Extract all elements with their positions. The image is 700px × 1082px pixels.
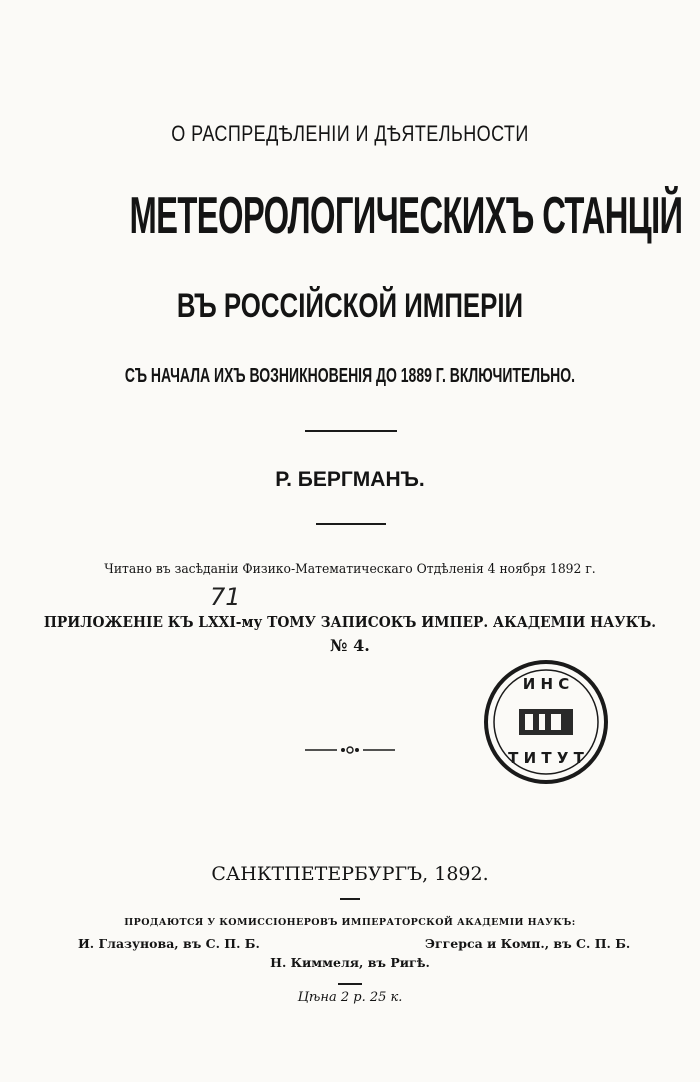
title-line-3: ВЪ РОССІЙСКОЙ ИМПЕРІИ [176,287,524,325]
svg-text:И Н С: И Н С [522,675,570,693]
sold-by: ПРОДАЮТСЯ У КОМИССІОНЕРОВЪ ИМПЕРАТОРСКОЙ АКАДЕМІИ НАУКЪ: [124,917,576,928]
handwritten-number: 71 [210,583,241,611]
title-line-1: О РАСПРЕДѢЛЕНІИ И ДѢЯТЕЛЬНОСТИ [171,121,529,146]
title-line-4: СЪ НАЧАЛА ИХЪ ВОЗНИКНОВЕНІЯ ДО 1889 Г. ВКЛЮЧИТЕЛЬНО. [124,365,576,387]
author-name: Р. БЕРГМАНЪ. [275,468,425,491]
divider-rule-1 [305,430,397,432]
read-note: Читано въ засѣданіи Физико-Математическаго Отдѣленія 4 ноября 1892 г. [104,562,596,577]
svg-text:Т И Т У Т: Т И Т У Т [508,749,584,767]
divider-rule-2 [316,523,386,525]
seller-left: И. Глазунова, въ С. П. Б. [78,936,260,951]
divider-rule-4 [338,983,362,985]
title-line-2: МЕТЕОРОЛОГИЧЕСКИХЪ СТАНЦІЙ [129,187,683,245]
price: Цѣна 2 р. 25 к. [297,990,403,1005]
place-year: САНКТПЕТЕРБУРГЪ, 1892. [211,863,489,885]
seller-center: Н. Киммеля, въ Ригѣ. [270,955,430,970]
seller-right: Эггерса и Комп., въ С. П. Б. [425,936,631,951]
supplement-number: № 4. [330,636,370,655]
ornament-divider [305,744,395,756]
divider-rule-3 [340,898,360,900]
supplement-line: ПРИЛОЖЕНІЕ КЪ LXXI-му ТОМУ ЗАПИСОКЪ ИМПЕР. АКАДЕМІИ НАУКЪ. [43,614,657,631]
library-stamp [481,657,611,787]
